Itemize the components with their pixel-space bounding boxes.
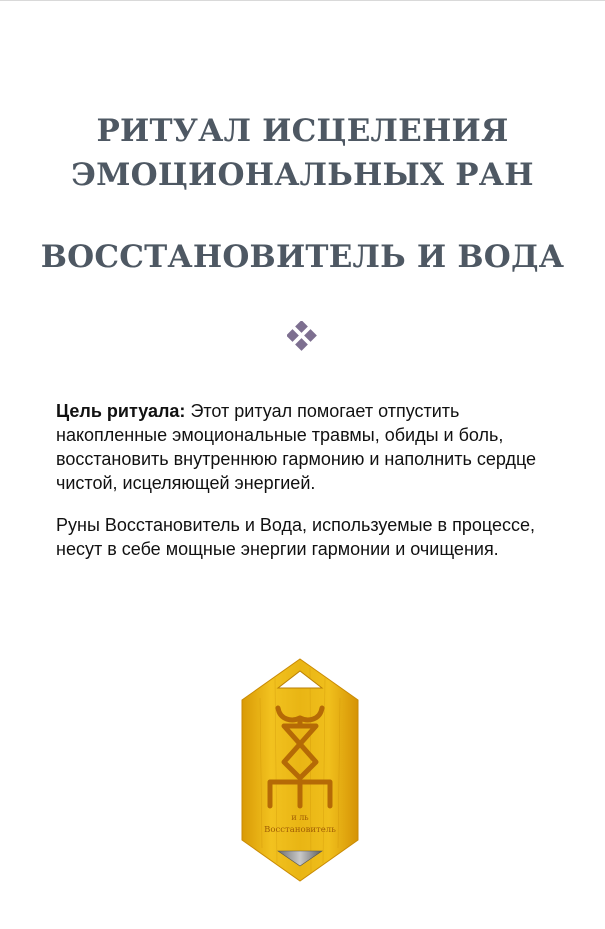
diamond-cluster-icon	[287, 321, 317, 351]
amulet-inscription-1: и ль	[291, 813, 309, 822]
title-line-2: ЭМОЦИОНАЛЬНЫХ РАН	[71, 157, 534, 193]
wooden-rune-amulet	[240, 658, 360, 882]
goal-paragraph	[56, 399, 556, 495]
goal-text: Этот ритуал помогает отпустить накопленные эмоциональные травмы, обиды и боль, восстановить внутреннюю гармонию и наполнить сердце чистой, исцеляющей энергией.	[56, 401, 537, 493]
title-line-1: РИТУАЛ ИСЦЕЛЕНИЯ	[96, 113, 509, 149]
goal-label: Цель ритуала:	[56, 401, 186, 421]
subtitle: ВОССТАНОВИТЕЛЬ И ВОДА	[40, 239, 565, 275]
amulet-inscription-2: Восстановитель	[264, 825, 336, 835]
runes-paragraph: Руны Восстановитель и Вода, используемые в процессе, несут в себе мощные энергии гармонии и очищения.	[56, 515, 535, 559]
